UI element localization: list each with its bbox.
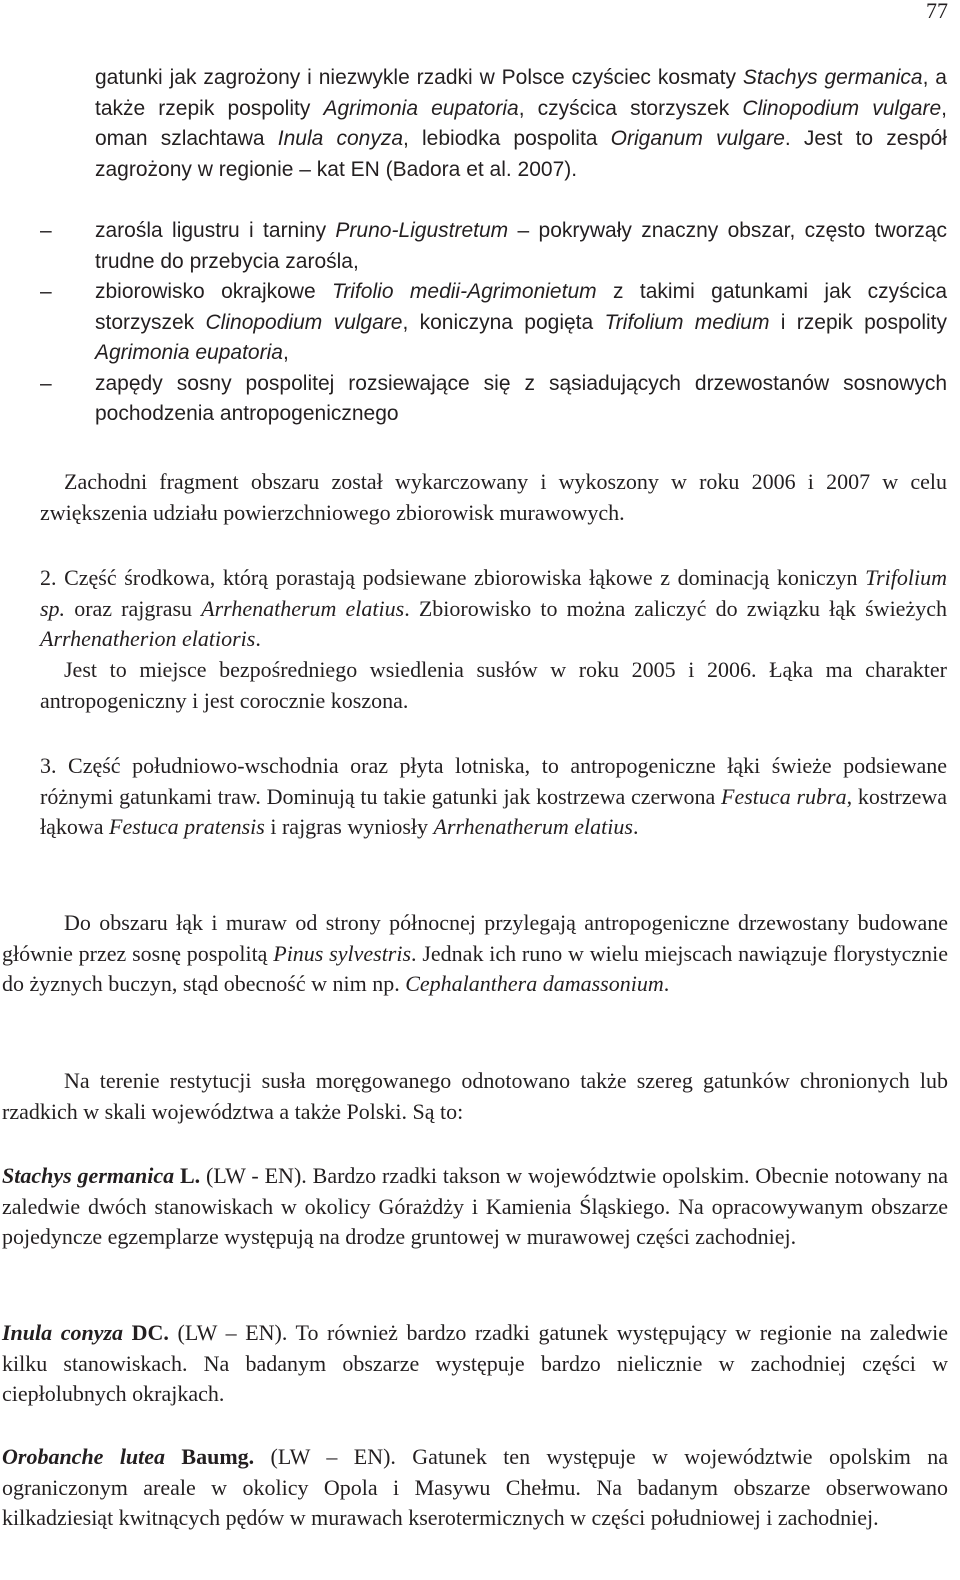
dash-marker: – [40,280,52,303]
species-name: Cephalanthera damassonium [405,971,664,996]
species-name: Trifolium sp. [40,565,947,621]
species-author: Baumg. [165,1444,255,1469]
text-run: . [255,626,261,651]
species-name: Agrimonia eupatoria [323,96,519,120]
species-name: Clinopodium vulgare [742,96,942,120]
paragraph-part-2 [40,563,947,655]
species-name: Inula conyza [2,1320,124,1345]
text-run: . Zbiorowisko to można zaliczyć do związku łąk świeżych [404,595,947,621]
species-name: Agrimonia eupatoria [95,341,283,364]
species-entry-orobanche [2,1442,948,1534]
text-run: , lebiodka pospolita [403,127,611,150]
species-name: Stachys germanica [742,66,923,89]
text-run: (LW - EN). Bardzo rzadki takson w województwie opolskim. Obecnie notowany na zaledwie dwóch stanowiskach w okolicy Górażdży i Kamienia Śląskiego. Na opracowywanym obszarze pojedyncze egzemplarze występują na drodze gruntowej w murawowej części zachodniej. [2,1163,948,1249]
species-name: Festuca pratensis [109,814,265,839]
list-item [40,277,947,369]
text-run: i rzepik pospolity [769,310,948,334]
text-run: . Jednak ich runo w wielu miejscach nawiązuje florystycznie do żyznych buczyn, stąd obecność w nim np. [2,940,948,996]
text-run: , [282,341,289,364]
text-run: 3. Część południowo-wschodnia oraz płyta lotniska, to antropogeniczne łąki świeże podsiewane różnymi gatunkami traw. Dominują tu takie gatunki jak kostrzewa czerwona [40,753,947,809]
species-name: Arrhenatherum elatius [201,595,405,621]
text-run: . Jest to zespół zagrożony w regionie – kat EN (Badora et al. 2007). [95,127,947,181]
intro-paragraph [95,63,947,185]
text-run: . [663,971,670,996]
page-number: 77 [926,0,948,23]
species-name: Inula conyza [277,127,404,150]
dash-marker: – [40,371,52,395]
text-run: – pokrywały znaczny obszar, często tworząc trudne do przebycia zarośla, [95,219,947,273]
text-run: gatunki jak zagrożony i niezwykle rzadki w Polsce czyściec kosmaty [95,66,743,89]
text-run: z takimi gatunkami jak czyścica storzyszek [95,280,948,334]
text-run: i rajgras wyniosły [264,814,434,839]
species-name: Trifolio medii-Agrimonietum [332,280,597,303]
species-name: Pinus sylvestris [273,940,412,966]
text-run: , oman szlachtawa [95,96,947,150]
dash-marker: – [40,219,52,242]
species-name: Arrhenatherum elatius [433,814,633,839]
text-run: , a także rzepik pospolity [95,66,947,120]
paragraph-west-fragment: Zachodni fragment obszaru został wykarczowany i wykoszony w roku 2006 i 2007 w celu zwiększenia udziału powierzchniowego zbiorowisk murawowych. [40,469,947,525]
species-entry-stachys [2,1161,948,1253]
text-run: . [632,814,639,839]
paragraph-north-stands [2,908,948,1000]
species-name: Orobanche lutea [2,1444,166,1469]
text-run: zapędy sosny pospolitej rozsiewające się z sąsiadujących drzewostanów sosnowych pochodzenia antropogenicznego [95,371,947,425]
species-name: Trifolium medium [604,310,770,334]
text-run: zarośla ligustru i tarniny [95,219,336,242]
paragraph-part-3 [40,751,947,843]
text-run: , czyścica storzyszek [518,96,743,120]
species-name: Clinopodium vulgare [205,310,403,334]
species-name: Origanum vulgare [610,127,785,150]
text-run: 2. Część środkowa, którą porastają podsiewane zbiorowiska łąkowe z dominacją koniczyn [40,565,866,590]
vegetation-list [40,216,947,430]
text-run: Do obszaru łąk i muraw od strony północnej przylegają antropogeniczne drzewostany budowane głównie przez sosnę pospolitą [2,910,948,966]
species-author: DC. [123,1320,169,1345]
species-name: Stachys germanica [2,1163,175,1188]
text-run: oraz rajgrasu [65,595,202,621]
species-entry-inula [2,1318,948,1410]
species-name: Arrhenatherion elatioris [40,626,256,651]
species-name: Festuca rubra [721,783,847,809]
text-run: (LW – EN). Gatunek ten występuje w województwie opolskim na ograniczonym areale w okolicy Opola i Masywu Chełmu. Na badanym obszarze obserwowano kilkadziesiąt kwitnących pędów w murawach kserotermicznych w części południowej i zachodniej. [2,1444,948,1530]
text-run: , koniczyna pogięta [402,310,605,334]
list-item [40,369,947,430]
text-run: (LW – EN). To również bardzo rzadki gatunek występujący w regionie na zaledwie kilku stanowiskach. Na badanym obszarze występuje bardzo nielicznie w zachodniej części w ciepłolubnych okrajkach. [2,1320,948,1406]
species-author: L. [174,1163,201,1188]
species-name: Pruno-Ligustretum [335,219,509,242]
paragraph-part-2-note: Jest to miejsce bezpośredniego wsiedlenia susłów w roku 2005 i 2006. Łąka ma charakter antropogeniczny i jest corocznie koszona. [40,657,947,713]
text-run: , kostrzewa łąkowa [40,783,948,839]
text-run: zbiorowisko okrajkowe [95,280,333,303]
list-item [40,216,947,277]
paragraph-species-intro: Na terenie restytucji susła moręgowanego odnotowano także szereg gatunków chronionych lub rzadkich w skali województwa a także Polski. Są to: [2,1068,948,1124]
